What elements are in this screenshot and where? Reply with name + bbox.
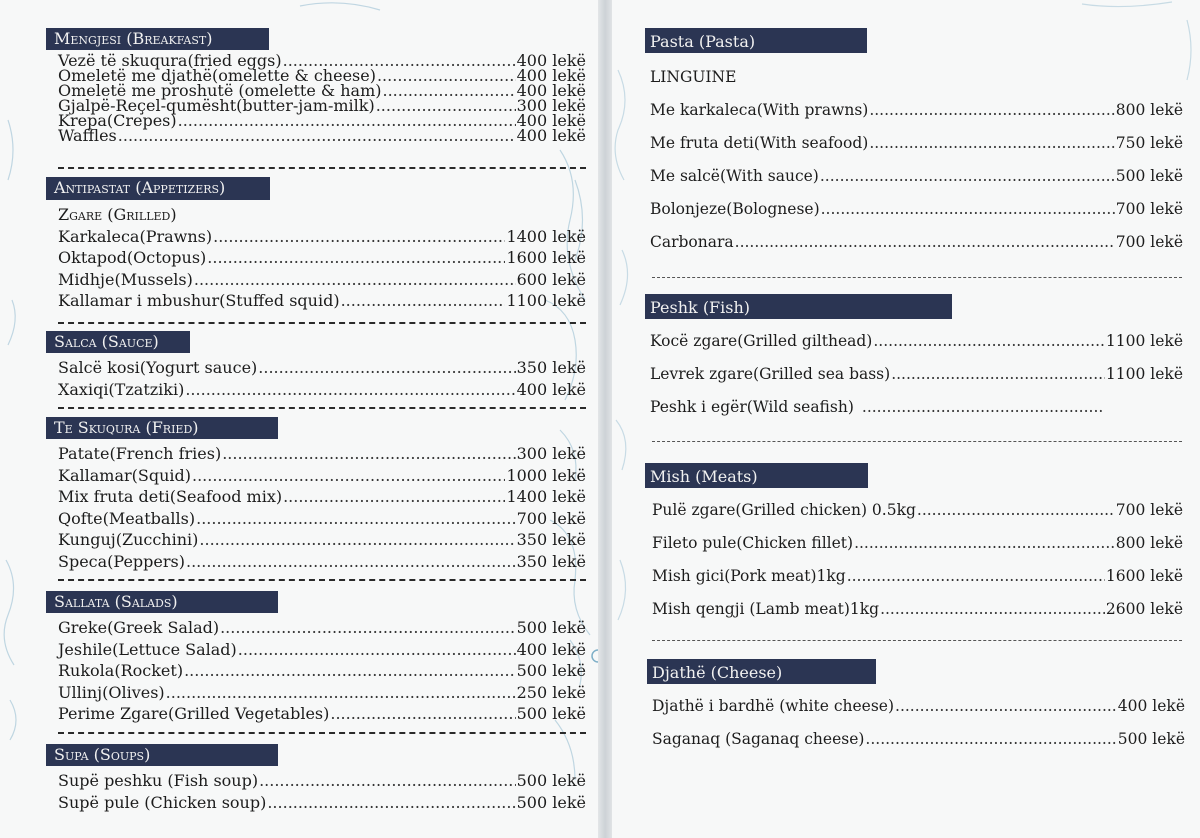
section-cheese	[647, 659, 1185, 756]
menu-item: Ullinj(Olives) ..... 250 lekë	[58, 682, 586, 704]
menu-item: Qofte(Meatballs) ..... 700 lekë	[58, 508, 586, 530]
item-list-fish	[645, 325, 1183, 424]
menu-item: Kallamar i mbushur(Stuffed squid) ..... 1100 lekë	[58, 290, 586, 312]
menu-item: Patate(French fries) ..... 300 lekë	[58, 443, 586, 465]
menu-item: Midhje(Mussels) ..... 600 lekë	[58, 269, 586, 291]
section-title-fish: Peshk (Fish)	[645, 294, 952, 319]
section-divider	[58, 579, 586, 581]
item-list-appetizers	[58, 226, 586, 312]
menu-item: Supë pule (Chicken soup) ..... 500 lekë	[58, 792, 586, 814]
menu-item: Mix fruta deti(Seafood mix) ..... 1400 lekë	[58, 486, 586, 508]
menu-item: Oktapod(Octopus) ..... 1600 lekë	[58, 247, 586, 269]
menu-item: Rukola(Rocket) ..... 500 lekë	[58, 660, 586, 682]
section-soups	[46, 744, 586, 813]
menu-item: Supë peshku (Fish soup) ..... 500 lekë	[58, 770, 586, 792]
section-fried	[46, 417, 586, 572]
section-pasta	[645, 28, 1183, 259]
menu-item: Kocë zgare(Grilled gilthead) ..... 1100 lekë	[650, 325, 1183, 358]
section-fish	[645, 294, 1183, 424]
subheading-grilled: Zgare (Grilled)	[58, 205, 177, 224]
menu-item: Kunguj(Zucchini) ..... 350 lekë	[58, 529, 586, 551]
menu-item: Omeletë me proshutë (omelette & ham) ..... 400 lekë	[58, 83, 586, 98]
menu-item: Fileto pule(Chicken fillet) ..... 800 lekë	[652, 527, 1183, 560]
section-divider	[58, 322, 586, 324]
section-title-soups: Supa (Soups)	[46, 744, 278, 766]
item-list-meats	[645, 494, 1183, 626]
section-title-cheese: Djathë (Cheese)	[647, 659, 876, 684]
section-breakfast	[46, 28, 586, 143]
section-title-salads: Sallata (Salads)	[46, 591, 278, 613]
section-sauce	[46, 331, 586, 400]
menu-item: Mish gici(Pork meat)1kg ..... 1600 lekë	[652, 560, 1183, 593]
section-divider	[58, 407, 586, 409]
menu-item: Peshk i egër(Wild seafish) .....	[650, 391, 1105, 424]
section-title-sauce: Salca (Sauce)	[46, 331, 190, 353]
section-title-pasta: Pasta (Pasta)	[645, 28, 867, 53]
section-salads	[46, 591, 586, 725]
menu-item: Me salcë(With sauce) ..... 500 lekë	[650, 160, 1183, 193]
menu-item: Vezë të skuqura(fried eggs) ..... 400 lekë	[58, 53, 586, 68]
menu-item: Gjalpë-Reçel-qumësht(butter-jam-milk) ..... 300 lekë	[58, 98, 586, 113]
menu-item: Me karkaleca(With prawns) ..... 800 lekë	[650, 94, 1183, 127]
item-list-soups	[46, 770, 586, 813]
item-list-sauce	[46, 357, 586, 400]
menu-item: Xaxiqi(Tzatziki) ..... 400 lekë	[58, 379, 586, 401]
menu-item: Jeshile(Lettuce Salad) ..... 400 lekë	[58, 639, 586, 661]
item-list-cheese	[647, 690, 1185, 756]
item-list-fried	[46, 443, 586, 572]
menu-item: Waffles ..... 400 lekë	[58, 128, 586, 143]
right-page	[612, 0, 1200, 838]
item-list-breakfast	[46, 53, 586, 143]
menu-item: Levrek zgare(Grilled sea bass) ..... 1100 lekë	[650, 358, 1183, 391]
item-list-salads	[46, 617, 586, 725]
menu-item: Mish qengji (Lamb meat)1kg ..... 2600 lekë	[652, 593, 1183, 626]
section-divider	[58, 732, 586, 734]
menu-item: Perime Zgare(Grilled Vegetables) ..... 500 lekë	[58, 703, 586, 725]
menu-item: Salcë kosi(Yogurt sauce) ..... 350 lekë	[58, 357, 586, 379]
menu-item: Bolonjeze(Bolognese) ..... 700 lekë	[650, 193, 1183, 226]
menu-item: Saganaq (Saganaq cheese) ..... 500 lekë	[652, 723, 1185, 756]
item-list-pasta	[650, 94, 1183, 259]
section-title-fried: Te Skuqura (Fried)	[46, 417, 278, 439]
menu-item: Greke(Greek Salad) ..... 500 lekë	[58, 617, 586, 639]
section-title-breakfast: Mengjesi (Breakfast)	[46, 28, 269, 50]
section-meats	[645, 463, 1183, 626]
section-divider	[652, 640, 1182, 641]
menu-item: Kallamar(Squid) ..... 1000 lekë	[58, 465, 586, 487]
subheading-linguine: LINGUINE	[650, 68, 737, 86]
section-divider	[652, 277, 1182, 278]
menu-item: Speca(Peppers) ..... 350 lekë	[58, 551, 586, 573]
section-title-appetizers: Antipastat (Appetizers)	[46, 177, 270, 200]
menu-item: Karkaleca(Prawns) ..... 1400 lekë	[58, 226, 586, 248]
menu-item: Carbonara ..... 700 lekë	[650, 226, 1183, 259]
menu-item: Krepa(Crepes) ..... 400 lekë	[58, 113, 586, 128]
menu-item: Me fruta deti(With seafood) ..... 750 lekë	[650, 127, 1183, 160]
section-divider	[58, 167, 586, 169]
menu-item: Djathë i bardhë (white cheese) ..... 400 lekë	[652, 690, 1185, 723]
section-appetizers	[46, 177, 586, 312]
section-divider	[652, 441, 1182, 442]
menu-item: Omeletë me djathë(omelette & cheese) ..... 400 lekë	[58, 68, 586, 83]
section-title-meats: Mish (Meats)	[645, 463, 868, 488]
menu-item: Pulë zgare(Grilled chicken) 0.5kg ..... 700 lekë	[652, 494, 1183, 527]
